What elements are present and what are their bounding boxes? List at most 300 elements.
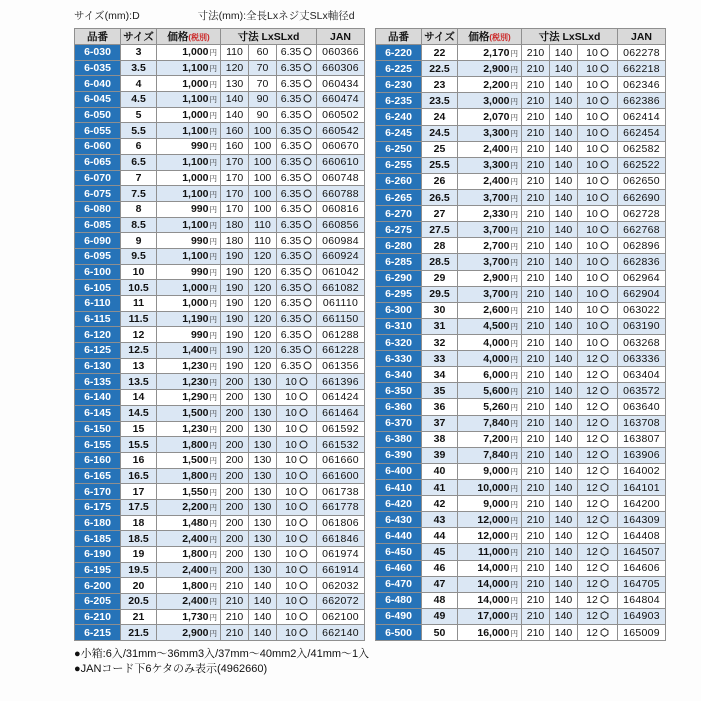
size-cell: 8.5 [121,217,157,233]
part-number-cell: 6-285 [376,254,422,270]
round-shank-icon [299,424,308,433]
price-cell: 1,000円 [157,76,221,92]
part-number-cell: 6-130 [75,358,121,374]
screw-length-cell: 130 [249,421,277,437]
length-cell: 200 [221,390,249,406]
round-shank-icon [299,471,308,480]
shank-diameter-cell: 12 [578,528,618,544]
yen-unit: 円 [510,467,518,477]
size-cell: 29 [422,270,458,286]
screw-length-cell: 140 [550,592,578,608]
jan-cell: 662386 [618,93,666,109]
shank-diameter-cell: 10 [578,334,618,350]
size-cell: 29.5 [422,286,458,302]
part-number-cell: 6-370 [376,415,422,431]
length-cell: 160 [221,123,249,139]
price-cell: 2,900円 [458,270,522,286]
jan-cell: 063640 [618,399,666,415]
yen-unit: 円 [209,613,217,623]
size-cell: 49 [422,608,458,624]
length-cell: 210 [522,93,550,109]
size-cell: 17.5 [121,499,157,515]
table-row [75,296,365,312]
round-shank-icon [303,298,312,307]
jan-cell: 061356 [317,358,365,374]
shank-diameter-cell: 10 [277,625,317,641]
length-cell: 210 [522,222,550,238]
table-row [376,254,666,270]
price-cell: 7,840円 [458,447,522,463]
jan-cell: 063022 [618,302,666,318]
part-number-cell: 6-155 [75,437,121,453]
part-number-cell: 6-300 [376,302,422,318]
hex-shank-icon [600,563,609,572]
yen-unit: 円 [510,257,518,267]
part-number-cell: 6-065 [75,154,121,170]
price-cell: 1,800円 [157,468,221,484]
length-cell: 200 [221,452,249,468]
yen-unit: 円 [510,580,518,590]
jan-cell: 662768 [618,222,666,238]
part-number-cell: 6-470 [376,576,422,592]
table-row [376,576,666,592]
hex-shank-icon [600,499,609,508]
yen-unit: 円 [209,111,217,121]
jan-cell: 163807 [618,431,666,447]
round-shank-icon [303,173,312,182]
screw-length-cell: 110 [249,233,277,249]
size-cell: 3 [121,45,157,61]
round-shank-icon [600,241,609,250]
shank-diameter-cell: 10 [277,499,317,515]
yen-unit: 円 [510,177,518,187]
round-shank-icon [303,204,312,213]
shank-diameter-cell: 6.35 [277,327,317,343]
part-number-cell: 6-030 [75,45,121,61]
jan-cell: 661082 [317,280,365,296]
screw-length-cell: 130 [249,562,277,578]
part-number-cell: 6-390 [376,447,422,463]
yen-unit: 円 [510,241,518,251]
round-shank-icon [303,345,312,354]
table-row [75,186,365,202]
yen-unit: 円 [510,193,518,203]
yen-unit: 円 [510,596,518,606]
length-cell: 180 [221,233,249,249]
screw-length-cell: 100 [249,186,277,202]
screw-length-cell: 140 [550,109,578,125]
price-cell: 3,000円 [458,93,522,109]
price-cell: 2,400円 [458,141,522,157]
length-cell: 190 [221,264,249,280]
price-cell: 990円 [157,327,221,343]
yen-unit: 円 [209,252,217,262]
size-cell: 4 [121,76,157,92]
table-row [376,528,666,544]
table-row [75,311,365,327]
size-cell: 6 [121,139,157,155]
round-shank-icon [600,273,609,282]
screw-length-cell: 70 [249,60,277,76]
screw-length-cell: 140 [550,367,578,383]
yen-unit: 円 [209,220,217,230]
jan-cell: 662140 [317,625,365,641]
size-cell: 17 [121,484,157,500]
jan-cell: 062032 [317,578,365,594]
table-row [75,327,365,343]
jan-cell: 662218 [618,61,666,77]
length-cell: 210 [522,189,550,205]
price-cell: 3,700円 [458,222,522,238]
yen-unit: 円 [209,330,217,340]
shank-diameter-cell: 12 [578,624,618,640]
round-shank-icon [600,321,609,330]
screw-length-cell: 140 [550,334,578,350]
part-number-cell: 6-140 [75,390,121,406]
size-cell: 21 [121,609,157,625]
length-cell: 200 [221,531,249,547]
part-number-cell: 6-055 [75,123,121,139]
size-cell: 24 [422,109,458,125]
round-shank-icon [303,220,312,229]
part-number-cell: 6-235 [376,93,422,109]
shank-diameter-cell: 10 [578,93,618,109]
round-shank-icon [600,370,609,379]
table-row [376,318,666,334]
jan-cell: 660788 [317,186,365,202]
shank-diameter-cell: 10 [277,515,317,531]
screw-length-cell: 110 [249,217,277,233]
jan-cell: 061660 [317,452,365,468]
table-row [376,45,666,61]
hex-shank-icon [600,466,609,475]
price-cell: 2,400円 [458,173,522,189]
screw-length-cell: 140 [550,173,578,189]
size-cell: 48 [422,592,458,608]
header-price-tax: (税別) [188,33,210,42]
screw-length-cell: 120 [249,280,277,296]
price-cell: 1,800円 [157,437,221,453]
table-row [75,123,365,139]
table-row [376,496,666,512]
yen-unit: 円 [209,628,217,638]
part-number-cell: 6-075 [75,186,121,202]
size-cell: 27.5 [422,222,458,238]
hex-shank-icon [600,531,609,540]
part-number-cell: 6-120 [75,327,121,343]
jan-cell: 164200 [618,496,666,512]
part-number-cell: 6-265 [376,189,422,205]
round-shank-icon [299,455,308,464]
screw-length-cell: 100 [249,123,277,139]
part-number-cell: 6-440 [376,528,422,544]
screw-length-cell: 140 [550,576,578,592]
table-row [75,139,365,155]
price-cell: 1,000円 [157,170,221,186]
shank-diameter-cell: 12 [578,399,618,415]
part-number-cell: 6-320 [376,334,422,350]
price-cell: 17,000円 [458,608,522,624]
table-row [376,624,666,640]
table-row [75,625,365,641]
shank-diameter-cell: 10 [578,141,618,157]
table-row [75,248,365,264]
yen-unit: 円 [510,499,518,509]
screw-length-cell: 120 [249,248,277,264]
round-shank-icon [299,628,308,637]
size-cell: 22 [422,45,458,61]
size-cell: 14 [121,390,157,406]
jan-cell: 060984 [317,233,365,249]
length-cell: 210 [522,61,550,77]
length-cell: 210 [522,254,550,270]
yen-unit: 円 [209,299,217,309]
yen-unit: 円 [209,409,217,419]
screw-length-cell: 140 [550,45,578,61]
table-row [75,515,365,531]
screw-length-cell: 140 [550,496,578,512]
price-cell: 2,200円 [458,77,522,93]
part-number-cell: 6-180 [75,515,121,531]
length-cell: 210 [221,578,249,594]
jan-cell: 062896 [618,238,666,254]
yen-unit: 円 [209,581,217,591]
round-shank-icon [303,267,312,276]
part-number-cell: 6-430 [376,512,422,528]
length-cell: 180 [221,217,249,233]
shank-diameter-cell: 6.35 [277,201,317,217]
length-cell: 210 [522,463,550,479]
shank-diameter-cell: 10 [277,484,317,500]
screw-length-cell: 140 [550,560,578,576]
part-number-cell: 6-050 [75,107,121,123]
jan-cell: 164903 [618,608,666,624]
price-cell: 990円 [157,201,221,217]
yen-unit: 円 [209,456,217,466]
yen-unit: 円 [510,402,518,412]
size-cell: 47 [422,576,458,592]
shank-diameter-cell: 10 [277,531,317,547]
length-cell: 120 [221,60,249,76]
table-row [75,390,365,406]
yen-unit: 円 [209,142,217,152]
size-cell: 34 [422,367,458,383]
yen-unit: 円 [510,354,518,364]
part-number-cell: 6-350 [376,383,422,399]
part-number-cell: 6-220 [376,45,422,61]
jan-cell: 062346 [618,77,666,93]
round-shank-icon [303,63,312,72]
length-cell: 210 [221,609,249,625]
screw-length-cell: 130 [249,452,277,468]
shank-diameter-cell: 10 [277,468,317,484]
round-shank-icon [303,189,312,198]
table-row [75,421,365,437]
jan-cell: 661228 [317,343,365,359]
screw-length-cell: 130 [249,405,277,421]
shank-diameter-cell: 10 [578,157,618,173]
table-row [75,170,365,186]
jan-cell: 165009 [618,624,666,640]
size-cell: 5 [121,107,157,123]
yen-unit: 円 [209,64,217,74]
price-cell: 2,400円 [157,594,221,610]
screw-length-cell: 140 [550,431,578,447]
shank-diameter-cell: 10 [277,609,317,625]
price-cell: 1,100円 [157,123,221,139]
round-shank-icon [600,96,609,105]
size-cell: 31 [422,318,458,334]
shank-diameter-cell: 12 [578,431,618,447]
screw-length-cell: 140 [550,157,578,173]
part-number-cell: 6-210 [75,609,121,625]
jan-cell: 661396 [317,374,365,390]
price-cell: 1,230円 [157,421,221,437]
jan-cell: 660610 [317,154,365,170]
part-number-cell: 6-240 [376,109,422,125]
table-row [376,238,666,254]
jan-cell: 661778 [317,499,365,515]
size-cell: 26 [422,173,458,189]
yen-unit: 円 [510,612,518,622]
table-row [376,544,666,560]
yen-unit: 円 [510,435,518,445]
price-cell: 1,290円 [157,390,221,406]
price-cell: 5,600円 [458,383,522,399]
round-shank-icon [600,144,609,153]
legend [74,8,701,23]
part-number-cell: 6-060 [75,139,121,155]
round-shank-icon [303,361,312,370]
table-row [376,302,666,318]
jan-cell: 060434 [317,76,365,92]
part-number-cell: 6-105 [75,280,121,296]
shank-diameter-cell: 12 [578,479,618,495]
shank-diameter-cell: 6.35 [277,139,317,155]
screw-length-cell: 120 [249,343,277,359]
part-number-cell: 6-115 [75,311,121,327]
size-cell: 9 [121,233,157,249]
jan-cell: 662836 [618,254,666,270]
header-size: サイズ [422,29,458,45]
length-cell: 210 [522,334,550,350]
jan-cell: 164705 [618,576,666,592]
price-cell: 4,500円 [458,318,522,334]
part-number-cell: 6-085 [75,217,121,233]
size-cell: 18 [121,515,157,531]
screw-length-cell: 120 [249,327,277,343]
length-cell: 210 [522,447,550,463]
part-number-cell: 6-330 [376,351,422,367]
table-row [376,431,666,447]
length-cell: 210 [522,528,550,544]
yen-unit: 円 [209,440,217,450]
screw-length-cell: 140 [550,286,578,302]
shank-diameter-cell: 6.35 [277,154,317,170]
screw-length-cell: 130 [249,468,277,484]
yen-unit: 円 [510,96,518,106]
shank-diameter-cell: 6.35 [277,233,317,249]
table-row [376,173,666,189]
price-cell: 1,000円 [157,296,221,312]
part-number-cell: 6-125 [75,343,121,359]
price-cell: 2,700円 [458,238,522,254]
part-number-cell: 6-170 [75,484,121,500]
round-shank-icon [600,434,609,443]
price-cell: 1,230円 [157,374,221,390]
length-cell: 200 [221,484,249,500]
part-number-cell: 6-195 [75,562,121,578]
shank-diameter-cell: 6.35 [277,311,317,327]
size-cell: 42 [422,496,458,512]
shank-diameter-cell: 12 [578,592,618,608]
length-cell: 200 [221,437,249,453]
round-shank-icon [600,160,609,169]
shank-diameter-cell: 12 [578,496,618,512]
screw-length-cell: 130 [249,437,277,453]
table-row [376,61,666,77]
legend-dims: 寸法(mm):全長Lxネジ丈SLx軸径d [197,10,355,22]
jan-cell: 061288 [317,327,365,343]
jan-cell: 062414 [618,109,666,125]
round-shank-icon [303,236,312,245]
table-row [75,60,365,76]
size-cell: 41 [422,479,458,495]
price-cell: 6,000円 [458,367,522,383]
size-cell: 4.5 [121,92,157,108]
size-cell: 39 [422,447,458,463]
size-cell: 16 [121,452,157,468]
shank-diameter-cell: 10 [277,547,317,563]
screw-length-cell: 140 [550,189,578,205]
yen-unit: 円 [510,225,518,235]
round-shank-icon [600,225,609,234]
table-body [376,45,666,641]
size-cell: 32 [422,334,458,350]
yen-unit: 円 [209,487,217,497]
length-cell: 210 [522,286,550,302]
size-cell: 14.5 [121,405,157,421]
table-row [376,77,666,93]
table-row [75,154,365,170]
header-size: サイズ [121,29,157,45]
yen-unit: 円 [510,628,518,638]
table-row [75,343,365,359]
shank-diameter-cell: 10 [277,405,317,421]
size-cell: 16.5 [121,468,157,484]
part-number-cell: 6-250 [376,141,422,157]
price-cell: 990円 [157,233,221,249]
size-cell: 23 [422,77,458,93]
length-cell: 210 [522,544,550,560]
screw-length-cell: 140 [550,528,578,544]
size-cell: 26.5 [422,189,458,205]
length-cell: 210 [522,431,550,447]
shank-diameter-cell: 10 [277,562,317,578]
round-shank-icon [600,402,609,411]
part-number-cell: 6-135 [75,374,121,390]
price-cell: 2,070円 [458,109,522,125]
size-cell: 6.5 [121,154,157,170]
header-price: 価格(税別) [157,29,221,45]
shank-diameter-cell: 10 [578,77,618,93]
hex-shank-icon [600,611,609,620]
table-row [376,109,666,125]
table-row [75,594,365,610]
table-row [376,383,666,399]
price-cell: 1,730円 [157,609,221,625]
price-cell: 3,700円 [458,254,522,270]
